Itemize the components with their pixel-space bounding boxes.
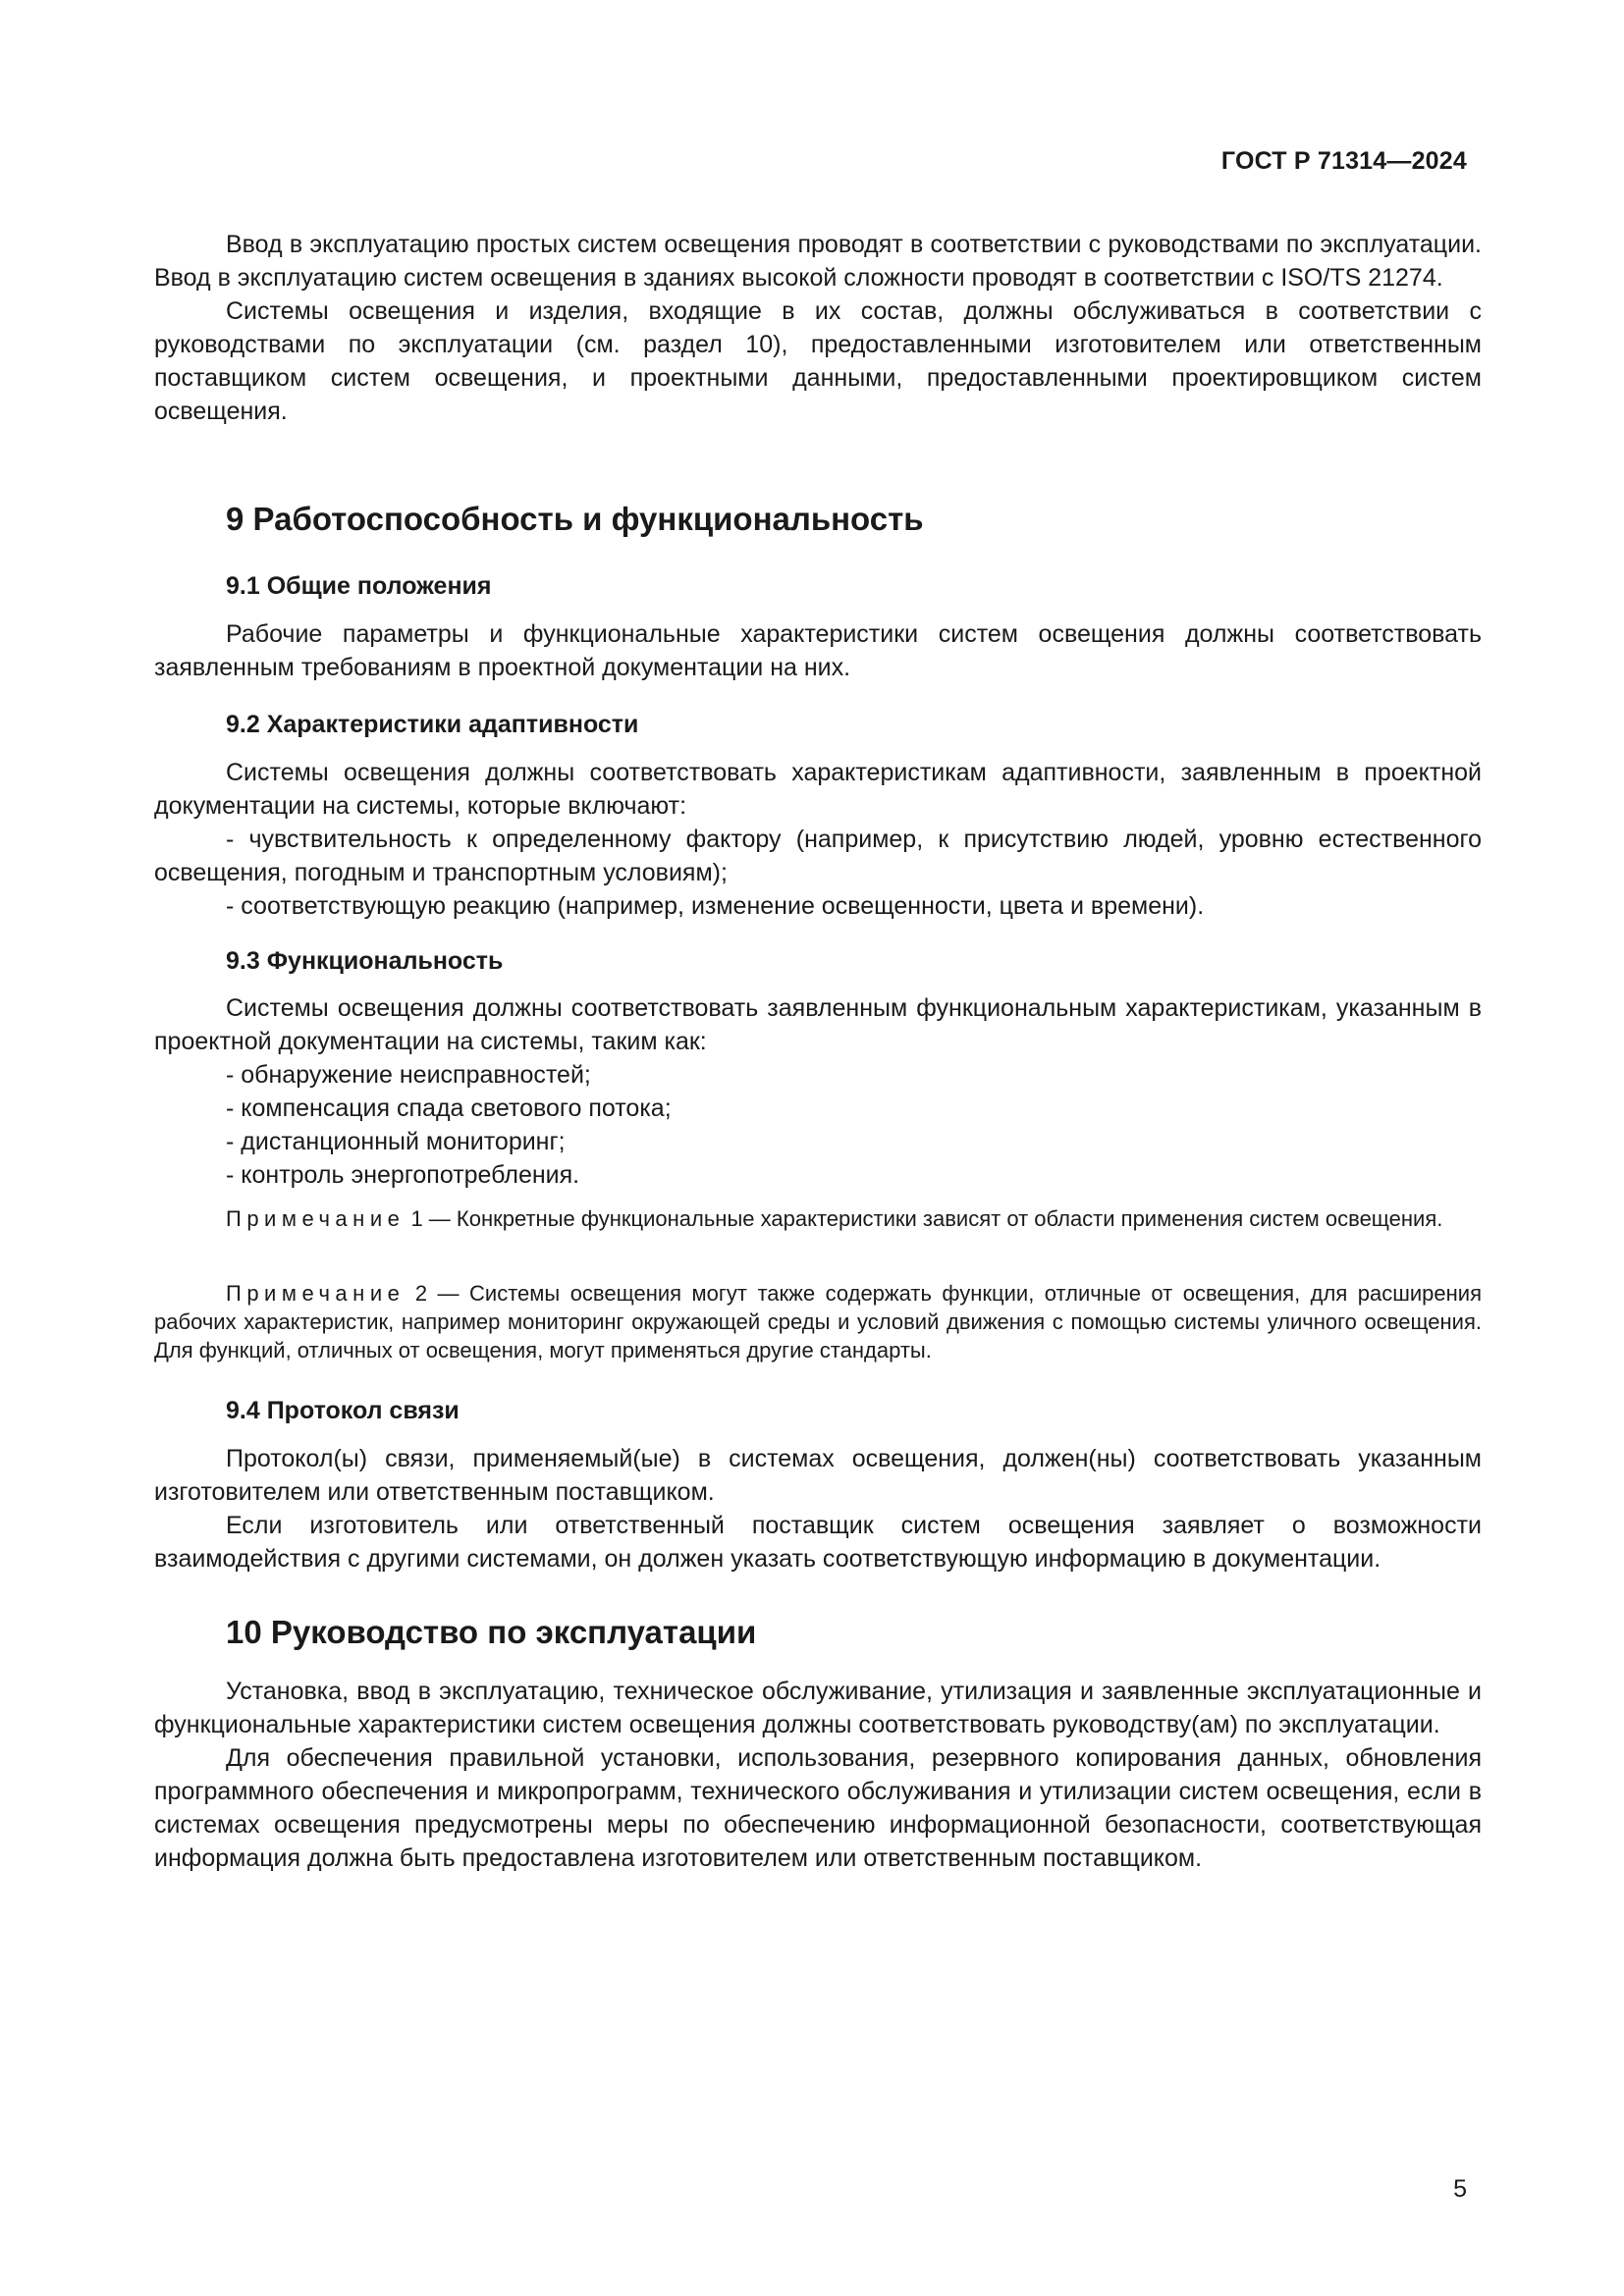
paragraph: Системы освещения должны соответствовать заявленным функциональным характеристикам, указанным в проектной документации на системы, таким как: (154, 994, 1482, 1055)
note-label: Примечание (226, 1206, 406, 1231)
note-1 (154, 1204, 1482, 1233)
note-text: 1 — Конкретные функциональные характеристики зависят от области применения систем освещения. (405, 1206, 1443, 1231)
paragraph: Системы освещения и изделия, входящие в их состав, должны обслуживаться в соответствии с руководствами по эксплуатации (см. раздел 10), предоставленными изготовителем или ответственным поставщиком систем освещения, и проектными данными, предоставленными проектировщиком систем освещения. (154, 297, 1482, 425)
note-text: 2 — Системы освещения могут также содержать функции, отличные от освещения, для расширения рабочих характеристик, например мониторинг окружающей среды и условий движения с помощью системы уличного освещения. Для функций, отличных от освещения, могут применяться другие стандарты. (154, 1281, 1482, 1362)
list-item: - соответствующую реакцию (например, изменение освещенности, цвета и времени). (226, 892, 1205, 920)
paragraph: Ввод в эксплуатацию простых систем освещения проводят в соответствии с руководствами по эксплуатации. Ввод в эксплуатацию систем освещения в зданиях высокой сложности проводят в соответствии с ISO/TS 21274. (154, 231, 1482, 292)
note-2 (154, 1279, 1482, 1364)
paragraph: Для обеспечения правильной установки, использования, резервного копирования данных, обновления программного обеспечения и микропрограмм, технического обслуживания и утилизации систем освещения, если в системах освещения предусмотрены меры по обеспечению информационной безопасности, соответствующая информация должна быть предоставлена изготовителем или ответственным поставщиком. (154, 1744, 1482, 1872)
subsection-9-3-title: 9.3 Функциональность (226, 947, 504, 975)
paragraph: Протокол(ы) связи, применяемый(ые) в системах освещения, должен(ны) соответствовать указанным изготовителем или ответственным поставщиком. (154, 1445, 1482, 1506)
list-item: - обнаружение неисправностей; (226, 1061, 591, 1089)
list-item: - компенсация спада светового потока; (226, 1095, 672, 1122)
paragraph: Рабочие параметры и функциональные характеристики систем освещения должны соответствовать заявленным требованиям в проектной документации на них. (154, 620, 1482, 681)
subsection-9-1-title: 9.1 Общие положения (226, 572, 492, 600)
document-code: ГОСТ Р 71314—2024 (1220, 147, 1467, 175)
list-item: - дистанционный мониторинг; (226, 1128, 566, 1155)
note-label: Примечание (226, 1281, 406, 1306)
subsection-9-2-title: 9.2 Характеристики адаптивности (226, 711, 639, 738)
list-item: - чувствительность к определенному фактору (например, к присутствию людей, уровню естественного освещения, погодным и транспортным условиям); (154, 826, 1482, 886)
list-item: - контроль энергопотребления. (226, 1161, 580, 1189)
subsection-9-2-body (154, 756, 1482, 923)
section-9-title: 9 Работоспособность и функциональность (226, 501, 924, 537)
paragraph: Системы освещения должны соответствовать характеристикам адаптивности, заявленным в проектной документации на системы, которые включают: (154, 759, 1482, 820)
intro-block (154, 228, 1482, 428)
subsection-9-3-body (154, 991, 1482, 1192)
section-10-title: 10 Руководство по эксплуатации (226, 1614, 757, 1650)
section-10-body (154, 1675, 1482, 1875)
paragraph: Установка, ввод в эксплуатацию, техническое обслуживание, утилизация и заявленные эксплуатационные и функциональные характеристики систем освещения должны соответствовать руководству(ам) по эксплуатации. (154, 1678, 1482, 1738)
subsection-9-4-title: 9.4 Протокол связи (226, 1397, 460, 1424)
page-number: 5 (1453, 2175, 1467, 2203)
subsection-9-1-body (154, 617, 1482, 684)
paragraph: Если изготовитель или ответственный поставщик систем освещения заявляет о возможности взаимодействия с другими системами, он должен указать соответствующую информацию в документации. (154, 1512, 1482, 1573)
subsection-9-4-body (154, 1442, 1482, 1575)
